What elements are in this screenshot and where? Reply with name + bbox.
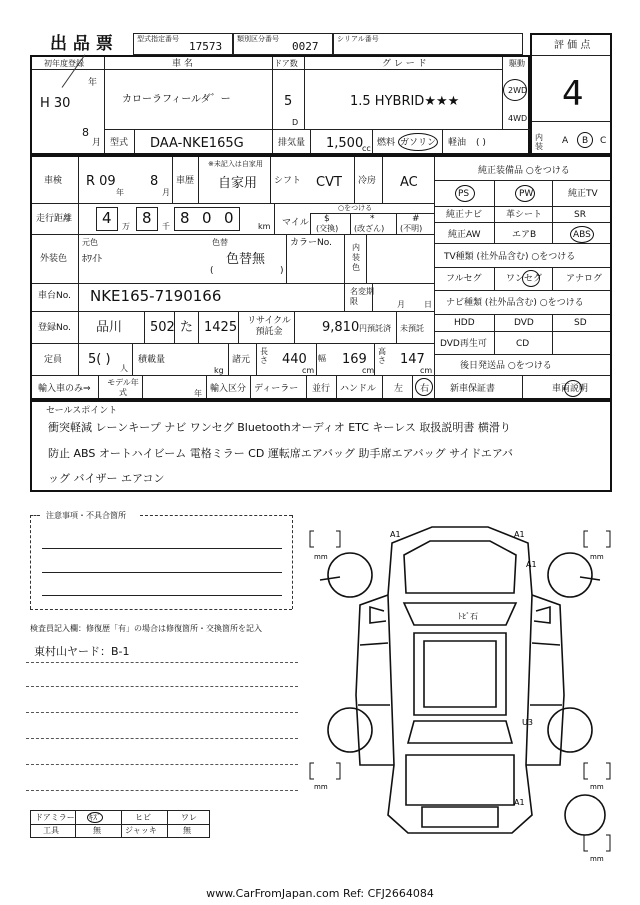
jack-label: ジャッキ	[125, 826, 157, 835]
score-label: 評 価 点	[554, 40, 591, 51]
chassis-no: NKE165-7190166	[90, 287, 222, 305]
not-deposited: 未預託	[400, 324, 424, 333]
equip-sr: SR	[574, 210, 586, 220]
circle-note: ○をつける	[338, 204, 373, 212]
dims-label: 諸元	[232, 355, 251, 365]
unknown: (不明)	[400, 224, 423, 233]
exchange: (交換)	[316, 224, 339, 233]
height-label: 高さ	[378, 347, 386, 365]
fuel-other: ( )	[476, 138, 486, 148]
damage-a1-rear: A1	[514, 798, 525, 807]
tv-title: TV種類 (社外品含む) ○をつける	[444, 252, 576, 262]
repaint-open-paren: (	[210, 266, 214, 276]
first-reg-era: H 30	[40, 96, 71, 111]
tv-analog: アナログ	[566, 274, 603, 284]
sales-label: セールスポイント	[46, 406, 118, 416]
tv-oneseg: ワンセグ	[506, 274, 543, 284]
color-label: 外装色	[40, 254, 68, 264]
drive-2wd-circle	[503, 79, 527, 101]
navi-hdd: HDD	[454, 318, 475, 328]
sales-line-1: 衝突軽減 レーンキープ ナビ ワンセグ Bluetoothオーディオ ETC キーレス 取扱説明書 横滑り	[48, 421, 511, 434]
recycle-label: リサイクル預託金	[247, 316, 291, 337]
mm-front-right: mm	[590, 553, 604, 561]
mileage-digit-4: 0	[202, 209, 212, 227]
capacity-label: 定員	[44, 355, 63, 365]
fuel-diesel: 軽油	[448, 138, 467, 148]
mirror-crack: ヒビ	[135, 813, 151, 822]
fuel-label: 燃料	[377, 138, 396, 148]
mirror-label: ドアミラー	[35, 813, 75, 822]
repaint-label: 色替	[212, 238, 228, 247]
history-note: ※未記入は自家用	[208, 160, 263, 168]
interior-b: B	[582, 136, 589, 146]
vehicle-type: DAA-NKE165G	[150, 136, 244, 151]
orig-color: ﾎﾜｲﾄ	[82, 254, 102, 265]
displacement-label: 排気量	[278, 138, 306, 148]
ac-label: 冷房	[358, 176, 377, 186]
car-damage-diagram	[300, 515, 620, 865]
inspection-label: 車検	[44, 176, 63, 186]
shift: CVT	[316, 175, 342, 190]
history-label: 車歴	[176, 176, 195, 186]
history: 自家用	[218, 176, 258, 191]
hash: #	[412, 214, 420, 224]
dealer: ディーラー	[254, 384, 299, 394]
manual: 車両説明	[552, 384, 589, 394]
damage-a1-front-right: A1	[514, 530, 525, 539]
mm-rear-left: mm	[314, 783, 328, 791]
repaint-close-paren: )	[280, 266, 284, 276]
interior-color-label: 内装色	[352, 243, 360, 272]
navi-dvd: DVD	[514, 318, 534, 328]
main-info-box	[30, 155, 612, 400]
navi-title: ナビ種類 (社外品含む) ○をつける	[446, 298, 584, 308]
serial-label: シリアル番号	[337, 35, 379, 43]
length-label: 長さ	[260, 347, 268, 365]
ac: AC	[400, 175, 418, 190]
expiry-month: 月	[397, 300, 405, 309]
mirror-scratch: ｷｽﾞ	[89, 813, 101, 822]
drive-label: 駆動	[509, 59, 525, 68]
reg-area: 品川	[96, 320, 123, 335]
navi-sd: SD	[574, 318, 587, 328]
reg-kana: た	[180, 320, 194, 335]
reg-number: 1425	[204, 320, 238, 335]
kg-unit: kg	[214, 366, 224, 375]
width-cm: cm	[362, 366, 375, 375]
handle-left: 左	[394, 384, 404, 394]
class-no-box	[233, 33, 333, 55]
mm-spare: mm	[590, 855, 604, 863]
serial-box	[333, 33, 523, 55]
height: 147	[400, 352, 425, 367]
doors-label: ドア数	[274, 59, 298, 68]
tv-oneseg-circle	[522, 270, 540, 287]
reg-class: 502	[150, 320, 175, 335]
person-unit: 人	[120, 364, 128, 373]
door-type: D	[292, 118, 299, 127]
mileage-label: 走行距離	[36, 214, 73, 224]
mileage-digit-1: 4	[102, 209, 112, 227]
footer-ref: www.CarFromJapan.com Ref: CFJ2664084	[206, 887, 434, 900]
insp-month-unit: 月	[162, 188, 170, 197]
dvd-play: DVD再生可	[440, 339, 487, 349]
extras-title: 後日発送品 ○をつける	[460, 361, 552, 371]
chassis-label: 車台No.	[38, 291, 71, 301]
insp-year-unit: 年	[116, 188, 124, 197]
cc-unit: cc	[362, 144, 371, 153]
equip-pw: PW	[519, 189, 534, 199]
tools-value: 無	[93, 826, 101, 835]
mm-front-left: mm	[314, 553, 328, 561]
width: 169	[342, 352, 367, 367]
length-cm: cm	[302, 366, 315, 375]
expiry-label: 名変期限	[350, 287, 374, 306]
month-unit: 月	[92, 138, 102, 148]
interior-a: A	[562, 136, 569, 146]
damage-windshield-chip: ﾄﾋﾞ石	[458, 612, 478, 621]
width-label: 幅	[318, 354, 326, 363]
mile-option: マイル	[282, 218, 309, 228]
grade-label: グ レ ー ド	[382, 59, 427, 69]
damage-a1-front-left: A1	[390, 530, 401, 539]
equip-std-tv: 純正TV	[568, 189, 598, 199]
dollar: $	[324, 214, 330, 224]
star: *	[370, 214, 375, 224]
parallel: 並行	[312, 384, 331, 394]
man-unit: 万	[122, 222, 130, 231]
score-box	[530, 33, 612, 155]
mileage-digit-5: 0	[224, 209, 234, 227]
equip-ps-circle	[455, 185, 475, 202]
mm-rear-right: mm	[590, 783, 604, 791]
mileage-digit-2: 8	[142, 209, 152, 227]
handle-label: ハンドル	[340, 384, 377, 394]
model-no: 17573	[189, 40, 223, 53]
class-no: 0027	[292, 40, 319, 53]
height-cm: cm	[420, 366, 433, 375]
equip-ps: PS	[458, 189, 470, 199]
expiry-day: 日	[424, 300, 432, 309]
handle-right-circle	[415, 378, 433, 396]
interior-label: 内装	[535, 133, 543, 151]
load-label: 積載量	[138, 355, 166, 365]
mirror-break: ワレ	[181, 813, 197, 822]
orig-color-label: 元色	[82, 238, 98, 247]
handle-right: 右	[420, 384, 430, 394]
sen-unit: 千	[162, 222, 170, 231]
grade: 1.5 HYBRID★★★	[350, 94, 460, 109]
year-unit: 年	[88, 78, 98, 88]
drive-2wd: 2WD	[508, 86, 528, 95]
car-name: カローラフィールダ゛ー	[122, 94, 231, 105]
equip-leather: 革シート	[506, 210, 543, 220]
notes-box	[30, 511, 292, 609]
tools-label: 工具	[43, 826, 59, 835]
interior-b-circle	[577, 132, 593, 148]
type-label: 型式	[110, 138, 129, 148]
sales-points-box	[30, 400, 612, 492]
class-no-label: 類別区分番号	[237, 35, 279, 43]
mirror-scratch-circle	[87, 812, 103, 823]
sales-line-3: ッグ バイザー エアコン	[48, 472, 165, 485]
sheet-title: 出 品 票	[50, 34, 113, 54]
damage-a1-fender: A1	[526, 560, 537, 569]
equip-pw-circle	[515, 185, 535, 202]
repaint: 色替無	[226, 252, 266, 267]
tv-fullseg: フルセグ	[446, 274, 482, 284]
jack-value: 無	[183, 826, 191, 835]
recycle-amount: 9,810	[322, 320, 360, 335]
shift-label: シフト	[274, 176, 302, 186]
inspector-label: 検査員記入欄：修復歴「有」の場合は修復箇所・交換箇所を記入	[30, 624, 262, 633]
basic-info-box	[30, 55, 530, 155]
cd: CD	[516, 339, 530, 349]
inspector-text: 東村山ヤード：B-1	[34, 645, 130, 658]
displacement: 1,500	[326, 136, 364, 151]
first-reg-label: 初年度登録	[44, 59, 84, 68]
model-no-box	[133, 33, 233, 55]
notes-label: 注意事項・不具合箇所	[46, 511, 126, 520]
mileage-digit-3: 8	[180, 209, 190, 227]
equip-abs-circle	[570, 226, 594, 243]
std-equip-title: 純正装備品 ○をつける	[478, 166, 570, 176]
sales-line-2: 防止 ABS オートハイビーム 電格ミラー CD 運転席エアバッグ 助手席エアバッグ サイドエアバ	[48, 447, 513, 460]
doors: 5	[284, 94, 293, 109]
modified: (改ざん)	[354, 224, 385, 233]
warranty: 新車保証書	[450, 384, 496, 394]
equip-std-navi: 純正ナビ	[446, 210, 483, 220]
reg-label: 登録No.	[38, 323, 71, 333]
capacity: 5( )	[88, 352, 111, 367]
km-unit: km	[258, 222, 271, 231]
model-year-unit: 年	[194, 389, 202, 398]
color-no-label: カラーNo.	[290, 238, 332, 248]
model-no-label: 型式指定番号	[137, 35, 179, 43]
fuel-circle	[398, 133, 438, 151]
drive-4wd: 4WD	[508, 114, 528, 123]
fuel-gasoline: ガソリン	[400, 138, 437, 148]
first-reg-month: 8	[82, 126, 89, 139]
import-type-label: 輸入区分	[210, 384, 247, 394]
inspection-era: R 09	[86, 174, 116, 189]
equip-airbag: エアB	[512, 230, 537, 240]
model-year-label: モデル年式	[107, 378, 139, 397]
equip-std-aw: 純正AW	[448, 230, 481, 240]
recycle-note: 円預託済	[359, 324, 391, 333]
damage-u3: U3	[522, 718, 533, 727]
manual-circle	[564, 380, 582, 397]
length: 440	[282, 352, 307, 367]
interior-c: C	[600, 136, 607, 146]
inspection-month: 8	[150, 174, 159, 189]
import-label: 輸入車のみ⇒	[38, 384, 91, 394]
tools-table	[30, 810, 210, 838]
equip-abs: ABS	[573, 230, 591, 240]
car-name-label: 車 名	[172, 59, 193, 69]
score-value: 4	[562, 74, 584, 114]
